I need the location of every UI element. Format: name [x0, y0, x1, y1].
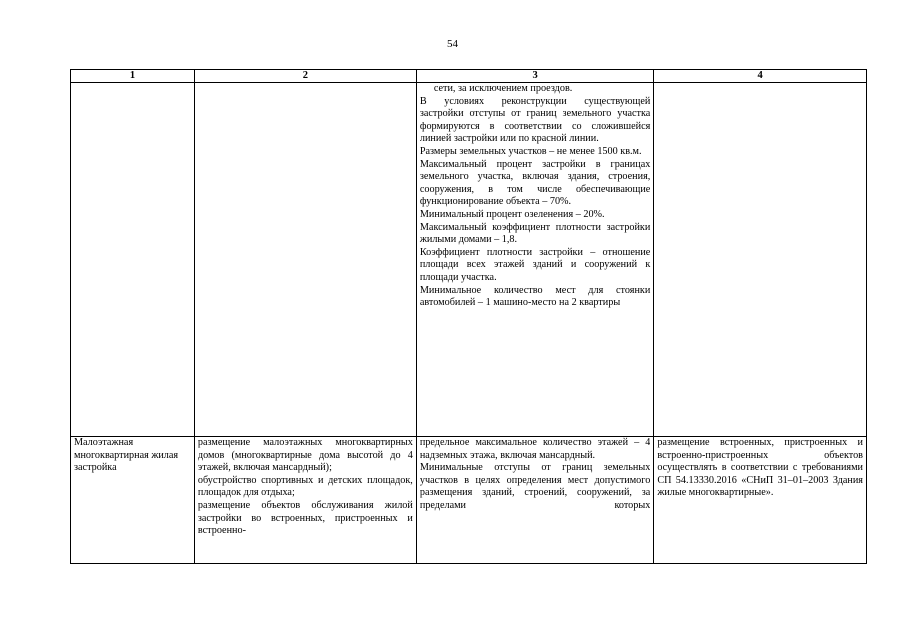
row2-col2-para: размещение объектов обслуживания жилой застройки во встроенных, пристроенных и встроенно-	[197, 499, 413, 537]
row1-col3-para: Размеры земельных участков – не менее 1500 кв.м.	[419, 145, 642, 157]
row2-col2-cell	[194, 437, 416, 564]
regulations-table	[70, 69, 867, 564]
row2-col1-cell	[71, 437, 195, 564]
table-row	[71, 437, 867, 564]
row2-col3-para: предельное максимальное количество этажей – 4 надземных этажа, включая мансардный.	[419, 437, 651, 461]
row1-col3-para: В условиях реконструкции существующей застройки отступы от границ земельного участка формируются в соответствии со сложившейся линией застройки или по красной линии.	[419, 95, 651, 145]
column-header-2: 2	[194, 70, 416, 83]
row1-col1-cell	[71, 83, 195, 437]
row2-col3-cell	[416, 437, 653, 564]
row1-col2-cell	[194, 83, 416, 437]
table-row	[71, 83, 867, 437]
row1-col3-para: Минимальное количество мест для стоянки автомобилей – 1 машино-место на 2 квартиры	[419, 284, 651, 309]
row1-col3-para: сети, за исключением проездов.	[433, 83, 573, 94]
row1-col3-para: Коэффициент плотности застройки – отношение площади всех этажей зданий и сооружений к площади участка.	[419, 246, 651, 283]
column-header-1: 1	[71, 70, 195, 83]
row2-col2-para: обустройство спортивных и детских площадок, площадок для отдыха;	[197, 474, 413, 499]
row1-col3-para: Минимальный процент озеленения – 20%.	[419, 208, 605, 220]
column-header-4: 4	[654, 70, 867, 83]
row2-col4-para: размещение встроенных, пристроенных и встроенно-пристроенных объектов осуществлять в соответствии с требованиями СП 54.13330.2016 «СНиП 31–01–2003 Здания жилые многоквартирные».	[657, 437, 863, 499]
row2-col3-para: Минимальные отступы от границ земельных участков в целях определения мест допустимого размещения зданий, строений, сооружений, за пределами которых	[419, 462, 651, 511]
row1-col4-cell	[654, 83, 867, 437]
row2-col4-cell	[654, 437, 867, 564]
row2-col2-para: размещение малоэтажных многоквартирных домов (многоквартирные дома высотой до 4 этажей, включая мансардный);	[197, 437, 413, 474]
column-header-3: 3	[416, 70, 653, 83]
row1-col3-cell	[416, 83, 653, 437]
zone-name: Малоэтажная многоквартирная жилая застройка	[74, 437, 179, 474]
row1-col3-para: Максимальный процент застройки в границах земельного участка, включая здания, строения, сооружения, в том числе обеспечивающие функционирование объекта – 70%.	[419, 158, 651, 208]
page-number: 54	[447, 38, 458, 50]
table-header-row	[71, 70, 867, 83]
row1-col3-para: Максимальный коэффициент плотности застройки жилыми домами – 1,8.	[419, 221, 651, 246]
